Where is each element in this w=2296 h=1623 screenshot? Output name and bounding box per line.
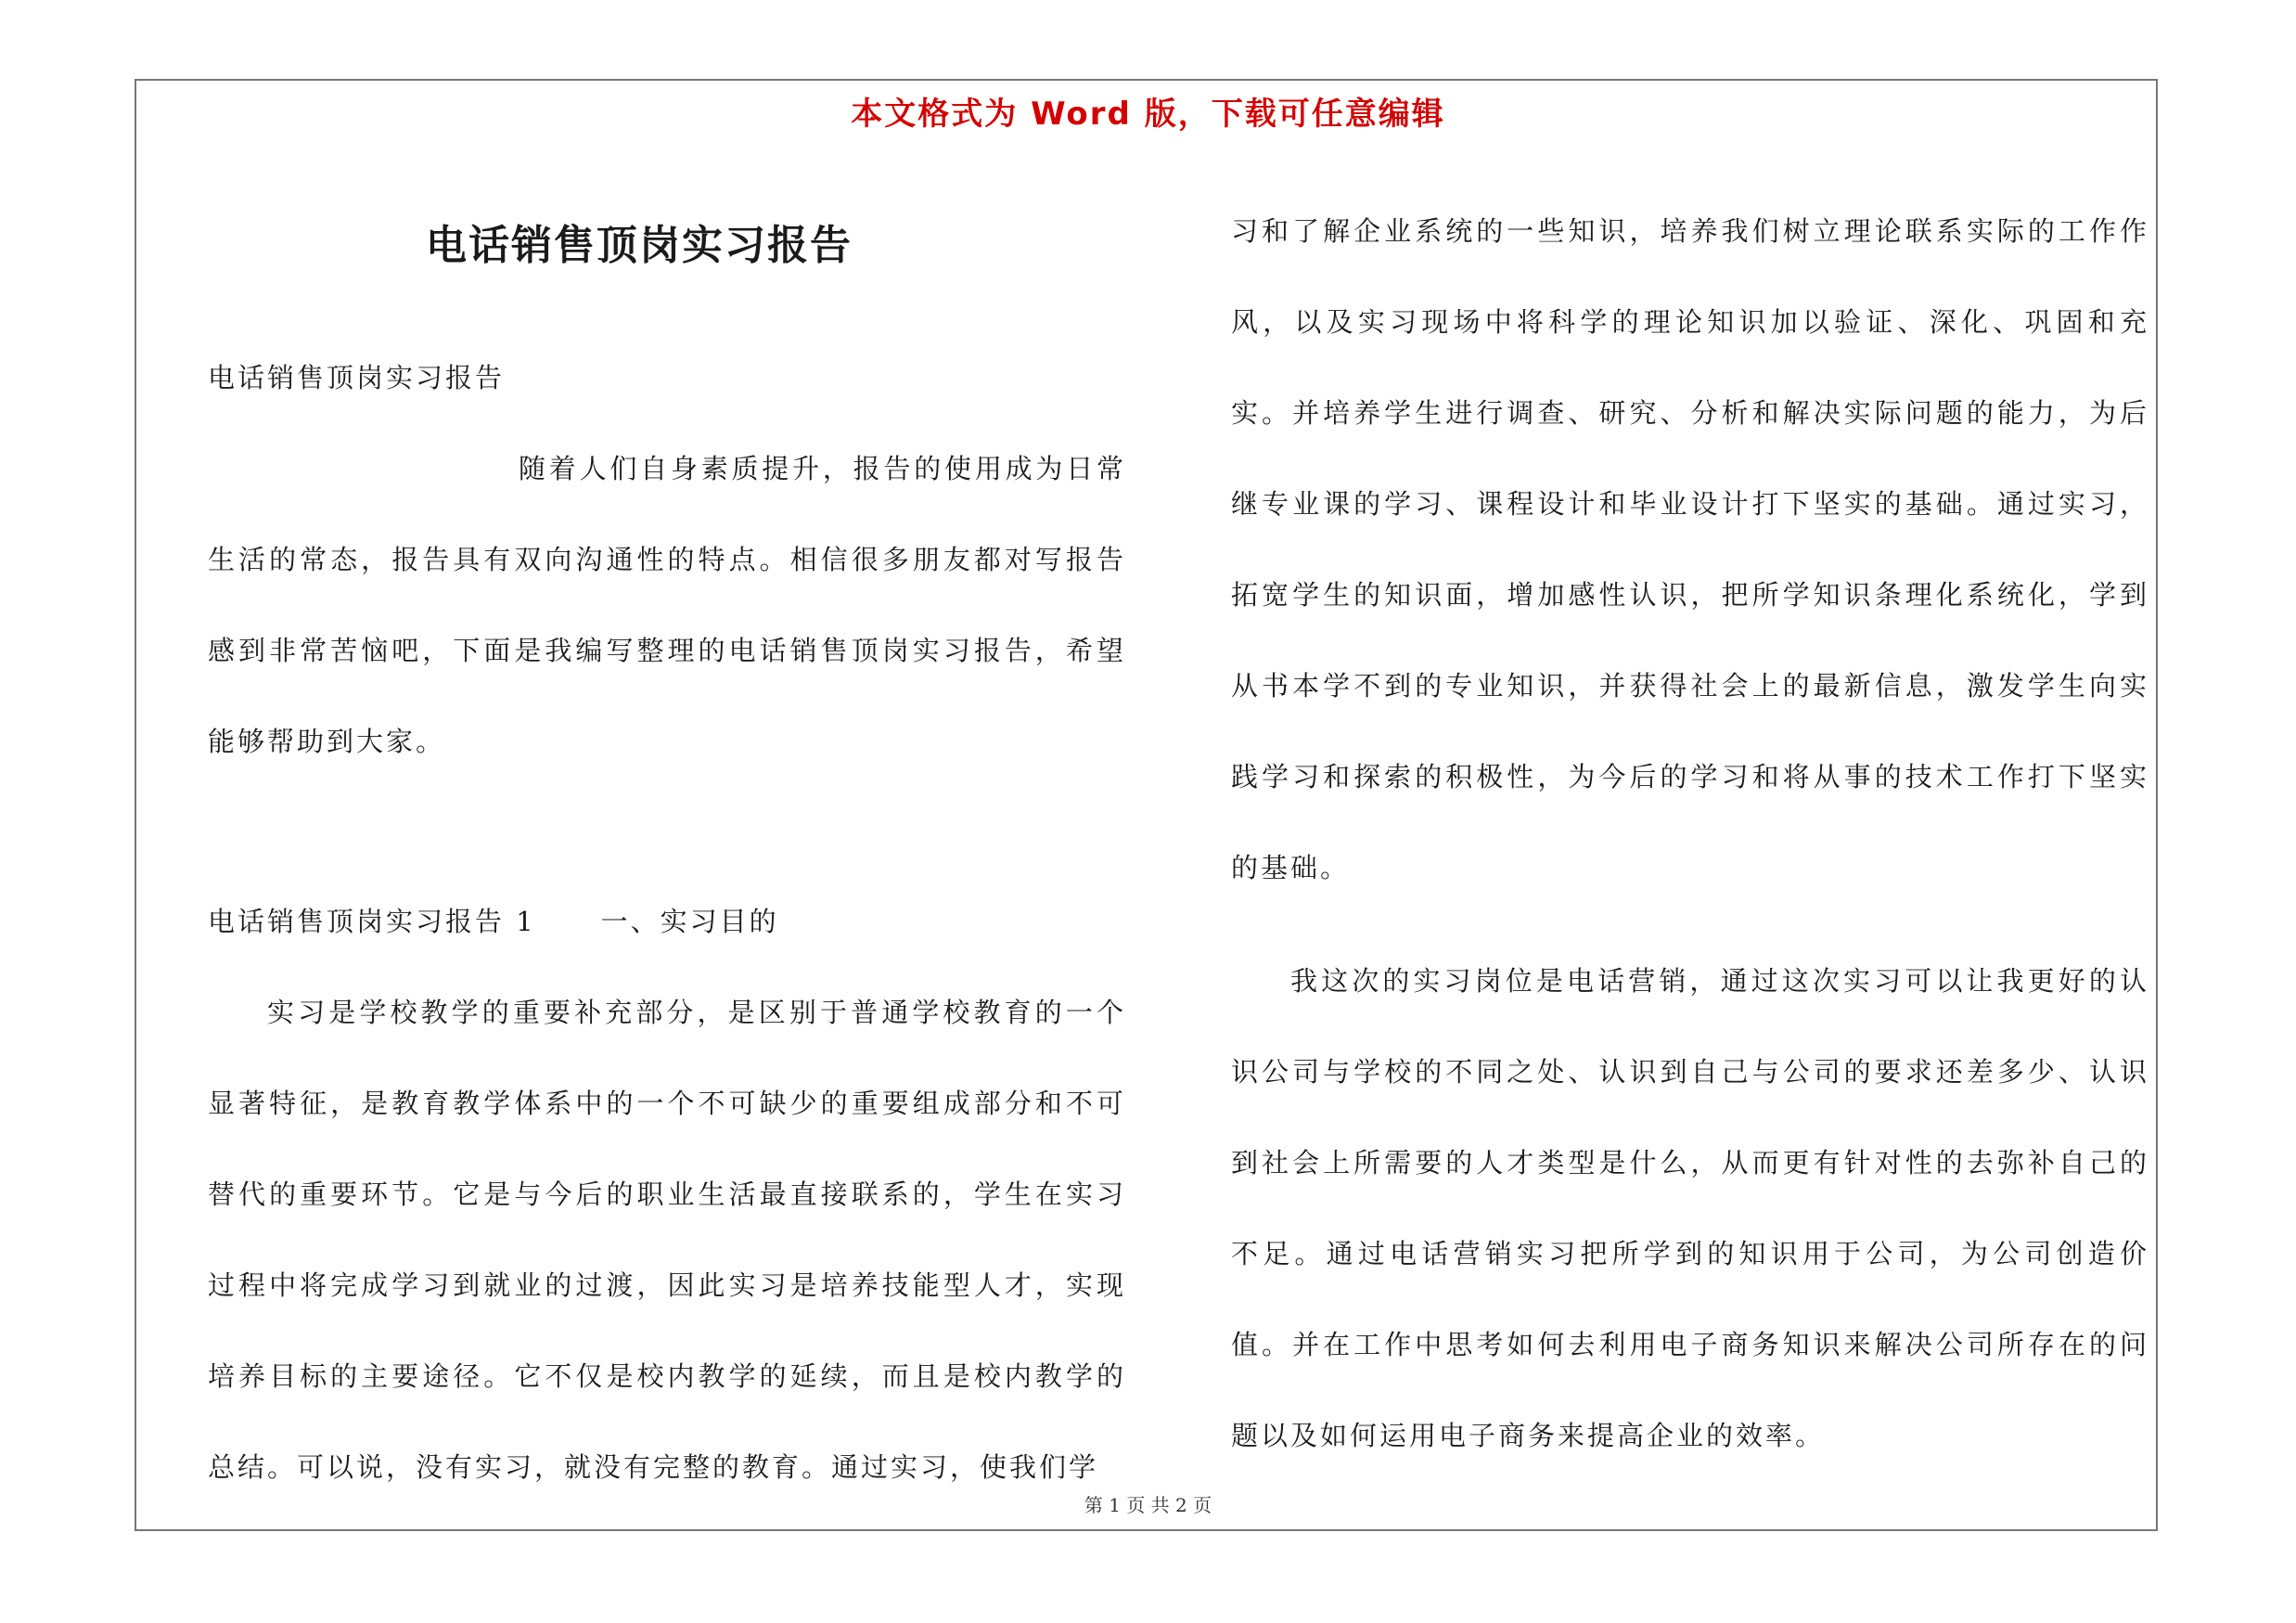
section-heading (208, 876, 1126, 967)
right-column (1231, 186, 2149, 1481)
left-column (208, 186, 1126, 1513)
intro-paragraph: 随着人们自身素质提升，报告的使用成为日常生活的常态，报告具有双向沟通性的特点。相信很多朋友都对写报告感到非常苦恼吧，下面是我编写整理的电话销售顶岗实习报告，希望能够帮助到大家。 (208, 453, 1126, 757)
position-paragraph: 我这次的实习岗位是电话营销，通过这次实习可以让我更好的认识公司与学校的不同之处、认识到自己与公司的要求还差多少、认识到社会上所需要的人才类型是什么，从而更有针对性的去弥补自己的不足。通过电话营销实习把所学到的知识用于公司，为公司创造价值。并在工作中思考如何去利用电子商务知识来解决公司所存在的问题以及如何运用电子商务来提高企业的效率。 (1231, 965, 2149, 1451)
page-footer: 第 1 页 共 2 页 (1084, 1494, 1212, 1516)
document-title: 电话销售顶岗实习报告 (426, 222, 853, 269)
editable-notice-banner: 本文格式为 Word 版，下载可任意编辑 (851, 96, 1445, 133)
section-subtitle: 一、实习目的 (600, 906, 779, 937)
purpose-paragraph-part2: 习和了解企业系统的一些知识，培养我们树立理论联系实际的工作作风，以及实习现场中将科学的理论知识加以验证、深化、巩固和充实。并培养学生进行调查、研究、分析和解决实际问题的能力，为后继专业课的学习、课程设计和毕业设计打下坚实的基础。通过实习，拓宽学生的知识面，增加感性认识，把所学知识条理化系统化，学到从书本学不到的专业知识，并获得社会上的最新信息，激发学生向实践学习和探索的积极性，为今后的学习和将从事的技术工作打下坚实的基础。 (1231, 215, 2149, 883)
document-subtitle: 电话销售顶岗实习报告 (208, 362, 506, 393)
purpose-paragraph-part1: 实习是学校教学的重要补充部分，是区别于普通学校教育的一个显著特征，是教育教学体系中的一个不可缺少的重要组成部分和不可替代的重要环节。它是与今后的职业生活最直接联系的，学生在实习过程中将完成学习到就业的过渡，因此实习是培养技能型人才，实现培养目标的主要途径。它不仅是校内教学的延续，而且是校内教学的总结。可以说，没有实习，就没有完整的教育。通过实习，使我们学 (208, 997, 1126, 1483)
section-title: 电话销售顶岗实习报告 1 (208, 906, 536, 937)
